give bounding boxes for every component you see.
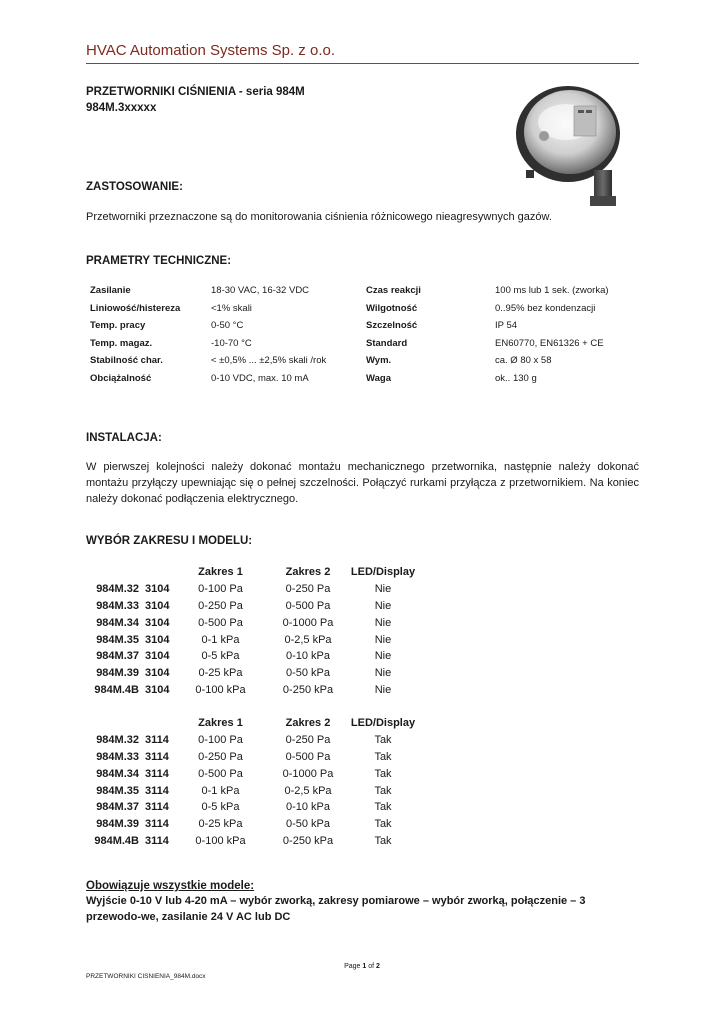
range1-cell: 0-100 Pa [198, 734, 243, 747]
param-key: Temp. magaz. [90, 337, 153, 349]
footer-filename: PRZETWORNIKI CISNIENIA_984M.docx [86, 973, 206, 980]
table-row [86, 648, 418, 665]
param-value: 0-50 °C [211, 320, 244, 332]
code-cell: 3104 [145, 650, 170, 663]
led-cell: Nie [374, 667, 392, 680]
param-value: ca. Ø 80 x 58 [495, 355, 552, 367]
range2-cell: 0-500 Pa [285, 599, 331, 612]
param-value: 100 ms lub 1 sek. (zworka) [495, 285, 609, 297]
param-key: Standard [366, 337, 408, 349]
led-cell: Tak [374, 767, 392, 780]
param-key: Obciążalność [90, 372, 152, 384]
code-cell: 3104 [145, 667, 170, 680]
range1-cell: 0-25 kPa [198, 667, 243, 680]
range1-cell: 0-1 kPa [201, 784, 240, 797]
model-cell: 984M.4B [94, 683, 139, 696]
table-row [86, 581, 418, 598]
code-cell: 3114 [145, 750, 169, 763]
led-cell: Nie [374, 583, 392, 596]
install-heading: INSTALACJA: [86, 432, 162, 444]
led-cell: Tak [374, 750, 392, 763]
code-cell: 3114 [145, 801, 169, 814]
tech-heading: PRAMETRY TECHNICZNE: [86, 255, 232, 267]
range2-cell: 0-250 Pa [285, 734, 331, 747]
table-row [86, 749, 418, 766]
led-cell: Nie [374, 599, 392, 612]
param-key: Szczelność [366, 320, 418, 332]
model-cell: 984M.35 [96, 633, 139, 646]
code-cell: 3114 [145, 734, 169, 747]
range2-cell: 0-50 kPa [285, 667, 331, 680]
code-cell: 3104 [145, 599, 170, 612]
range2-cell: 0-250 kPa [282, 834, 334, 847]
table-row [86, 352, 639, 370]
param-value: <1% skali [211, 302, 252, 314]
param-value: 0-10 VDC, max. 10 mA [211, 372, 309, 384]
model-cell: 984M.37 [96, 650, 139, 663]
column-header-led: LED/Display [350, 717, 416, 730]
tech-parameters-table [86, 282, 639, 387]
range1-cell: 0-100 kPa [195, 683, 246, 696]
model-table-no-display [86, 564, 418, 698]
table-row [86, 317, 639, 335]
param-key: Temp. pracy [90, 320, 146, 332]
table-row [86, 682, 418, 699]
code-cell: 3104 [145, 583, 170, 596]
model-cell: 984M.4B [94, 834, 139, 847]
model-cell: 984M.33 [96, 599, 139, 612]
table-row [86, 732, 418, 749]
table-row [86, 799, 418, 816]
led-cell: Nie [374, 650, 392, 663]
range2-cell: 0-2,5 kPa [284, 784, 332, 797]
note-text: Wyjście 0-10 V lub 4-20 mA – wybór zworką, zakresy pomiarowe – wybór zworką, połączenie – 3 przewodo-we, zasilanie 24 V AC lub DC [86, 895, 586, 923]
table-row [86, 782, 418, 799]
range2-cell: 0-250 kPa [282, 683, 334, 696]
usage-heading: ZASTOSOWANIE: [86, 181, 183, 193]
install-text: W pierwszej kolejności należy dokonać montażu mechanicznego przetwornika, następnie należy dokonać montażu przyłączy upewniając się o pełnej szczelności. Połączyć rurkami przyłącza z przetwornikiem. Na koniec należy dokonać podłączenia elektrycznego. [86, 461, 639, 505]
table-header-row [86, 715, 418, 732]
code-cell: 3104 [145, 616, 170, 629]
range1-cell: 0-500 Pa [198, 616, 243, 629]
table-row [86, 370, 639, 388]
range1-cell: 0-100 Pa [198, 583, 243, 596]
table-row [86, 598, 418, 615]
table-row [86, 335, 639, 353]
code-cell: 3104 [145, 683, 170, 696]
model-table-with-display [86, 715, 418, 849]
table-row [86, 833, 418, 850]
range1-cell: 0-25 kPa [198, 818, 243, 831]
range1-cell: 0-5 kPa [201, 801, 240, 814]
page-total: 2 [376, 963, 380, 970]
model-cell: 984M.34 [96, 616, 139, 629]
model-cell: 984M.33 [96, 750, 139, 763]
table-row [86, 282, 639, 300]
table-row [86, 665, 418, 682]
range2-cell: 0-1000 Pa [282, 616, 334, 629]
page-of: of [366, 963, 377, 970]
range1-cell: 0-500 Pa [198, 767, 243, 780]
page-prefix: Page [344, 963, 363, 970]
model-cell: 984M.39 [96, 818, 139, 831]
code-cell: 3114 [145, 784, 169, 797]
header-divider [86, 63, 639, 64]
led-cell: Tak [374, 818, 392, 831]
param-key: Czas reakcji [366, 285, 421, 297]
range2-cell: 0-1000 Pa [282, 767, 334, 780]
led-cell: Tak [374, 801, 392, 814]
model-cell: 984M.34 [96, 767, 139, 780]
company-header: HVAC Automation Systems Sp. z o.o. [86, 42, 335, 59]
model-cell: 984M.39 [96, 667, 139, 680]
param-key: Zasilanie [90, 285, 131, 297]
param-key: Waga [366, 372, 391, 384]
range2-cell: 0-10 kPa [285, 801, 331, 814]
code-cell: 3114 [145, 834, 169, 847]
param-key: Stabilność char. [90, 355, 163, 367]
selection-heading: WYBÓR ZAKRESU I MODELU: [86, 535, 253, 547]
note-heading: Obowiązuje wszystkie modele: [86, 880, 255, 892]
column-header-range2: Zakres 2 [285, 566, 331, 579]
param-key: Wym. [366, 355, 392, 367]
column-header-range1: Zakres 1 [198, 717, 243, 730]
led-cell: Nie [374, 633, 392, 646]
model-cell: 984M.32 [96, 734, 139, 747]
param-value: 18-30 VAC, 16-32 VDC [211, 285, 310, 297]
led-cell: Nie [374, 683, 392, 696]
code-cell: 3114 [145, 767, 169, 780]
range2-cell: 0-250 Pa [285, 583, 331, 596]
model-cell: 984M.32 [96, 583, 139, 596]
usage-text: Przetworniki przeznaczone są do monitorowania ciśnienia różnicowego nieagresywnych gazów. [86, 211, 552, 223]
range1-cell: 0-1 kPa [201, 633, 240, 646]
range2-cell: 0-50 kPa [285, 818, 331, 831]
led-cell: Tak [374, 784, 392, 797]
table-header-row [86, 564, 418, 581]
param-value: -10-70 °C [211, 337, 252, 349]
range2-cell: 0-2,5 kPa [284, 633, 332, 646]
column-header-range2: Zakres 2 [285, 717, 331, 730]
range2-cell: 0-500 Pa [285, 750, 331, 763]
range1-cell: 0-5 kPa [201, 650, 240, 663]
code-cell: 3104 [145, 633, 170, 646]
param-value: IP 54 [495, 320, 518, 332]
table-row [86, 631, 418, 648]
led-cell: Tak [374, 734, 392, 747]
product-title: PRZETWORNIKI CIŚNIENIA - seria 984M [86, 86, 305, 98]
param-value: EN60770, EN61326 + CE [495, 337, 604, 349]
led-cell: Nie [374, 616, 392, 629]
code-cell: 3114 [145, 818, 169, 831]
range1-cell: 0-250 Pa [198, 599, 243, 612]
param-value: 0..95% bez kondenzacji [495, 302, 596, 314]
param-value: ok.. 130 g [495, 372, 537, 384]
product-code: 984M.3xxxxx [86, 102, 157, 114]
led-cell: Tak [374, 834, 392, 847]
page-current: 1 [362, 963, 367, 970]
column-header-range1: Zakres 1 [198, 566, 243, 579]
param-key: Wilgotność [366, 302, 418, 314]
pressure-transmitter-image [508, 84, 638, 212]
column-header-led: LED/Display [350, 566, 416, 579]
range2-cell: 0-10 kPa [285, 650, 331, 663]
page-number [0, 963, 724, 970]
range1-cell: 0-100 kPa [195, 834, 246, 847]
table-row [86, 614, 418, 631]
model-cell: 984M.35 [96, 784, 139, 797]
param-value: < ±0,5% ... ±2,5% skali /rok [211, 355, 327, 367]
table-row [86, 300, 639, 318]
table-row [86, 816, 418, 833]
table-row [86, 765, 418, 782]
model-cell: 984M.37 [96, 801, 139, 814]
param-key: Liniowość/histereza [90, 302, 181, 314]
range1-cell: 0-250 Pa [198, 750, 243, 763]
